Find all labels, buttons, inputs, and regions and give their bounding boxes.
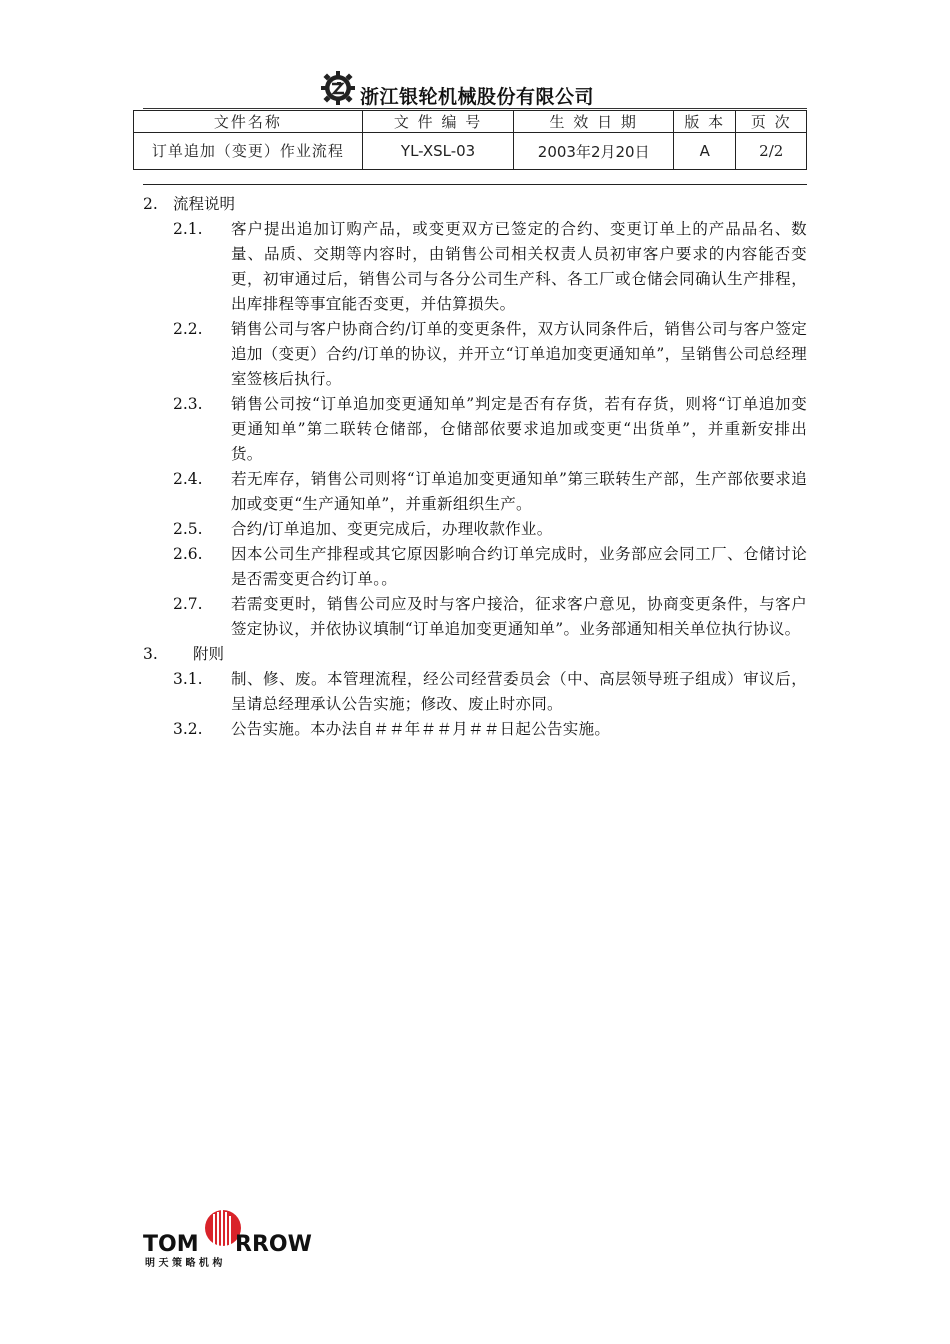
item-text: 合约/订单追加、变更完成后，办理收款作业。 [231, 520, 553, 538]
section-number: 2. [143, 195, 158, 213]
section-title: 附则 [193, 645, 225, 663]
logo-subtitle: 明 天 策 略 机 构 [145, 1258, 223, 1269]
list-item [143, 392, 807, 467]
list-item [143, 467, 807, 517]
list-item [143, 217, 807, 317]
header-cell-page: 页 次 [736, 111, 807, 133]
document-info-table [133, 110, 807, 170]
document-body [143, 192, 807, 742]
item-number: 2.2. [173, 320, 203, 338]
logo-text-left: TOM [143, 1232, 199, 1257]
header-cell-doc-name: 文件名称 [134, 111, 363, 133]
section-heading [143, 192, 807, 217]
item-number: 2.5. [173, 520, 203, 538]
logo-text-right: RROW [235, 1232, 312, 1257]
item-text: 销售公司与客户协商合约/订单的变更条件，双方认同条件后，销售公司与客户签定追加（变更）合约/订单的协议，并开立“订单追加变更通知单”，呈销售公司总经理室签核后执行。 [231, 320, 807, 388]
list-item [143, 517, 807, 542]
section-title: 流程说明 [173, 195, 236, 213]
header-cell-effective-date: 生 效 日 期 [514, 111, 674, 133]
item-text: 若需变更时，销售公司应及时与客户接洽，征求客户意见，协商变更条件，与客户签定协议，并依协议填制“订单追加变更通知单”。业务部通知相关单位执行协议。 [231, 595, 807, 638]
section-heading [143, 642, 807, 667]
value-cell-effective-date: 2003年2月20日 [514, 133, 674, 170]
item-text: 若无库存，销售公司则将“订单追加变更通知单”第三联转生产部，生产部依要求追加或变更“生产通知单”，并重新组织生产。 [231, 470, 807, 513]
item-number: 2.6. [173, 545, 203, 563]
header-cell-version: 版 本 [674, 111, 736, 133]
list-item [143, 667, 807, 717]
info-table-header-row [134, 111, 807, 133]
info-table-value-row [134, 133, 807, 170]
header-top-rule [143, 108, 807, 109]
item-text: 因本公司生产排程或其它原因影响合约订单完成时，业务部应会同工厂、仓储讨论是否需变更合约订单。。 [231, 545, 807, 588]
list-item [143, 717, 807, 742]
item-text: 公告实施。本办法自＃＃年＃＃月＃＃日起公告实施。 [231, 720, 611, 738]
item-text: 客户提出追加订购产品，或变更双方已签定的合约、变更订单上的产品品名、数量、品质、交期等内容时，由销售公司相关权责人员初审客户要求的内容能否变更，初审通过后，销售公司与各分公司生产科、各工厂或仓储会同确认生产排程， 出库排程等事宜能否变更，并估算损失。 [231, 220, 807, 313]
item-number: 2.7. [173, 595, 203, 613]
company-gear-logo-icon [320, 70, 356, 106]
header-bottom-rule [143, 184, 807, 185]
item-number: 2.4. [173, 470, 203, 488]
item-text: 销售公司按“订单追加变更通知单”判定是否有存货，若有存货，则将“订单追加变更通知单”第二联转仓储部，仓储部依要求追加或变更“出货单”，并重新安排出货。 [231, 395, 807, 463]
value-cell-doc-name: 订单追加（变更）作业流程 [134, 133, 363, 170]
item-text: 制、修、废。本管理流程，经公司经营委员会（中、高层领导班子组成）审议后，呈请总经理承认公告实施；修改、废止时亦同。 [231, 670, 807, 713]
item-number: 3.2. [173, 720, 203, 738]
company-header [320, 66, 594, 110]
section-number: 3. [143, 645, 158, 663]
item-number: 2.3. [173, 395, 203, 413]
list-item [143, 317, 807, 392]
value-cell-version: A [674, 133, 736, 170]
list-item [143, 592, 807, 642]
tomorrow-logo [143, 1208, 312, 1269]
header-cell-doc-number: 文 件 编 号 [362, 111, 514, 133]
value-cell-doc-number: YL-XSL-03 [362, 133, 514, 170]
item-number: 2.1. [173, 220, 203, 238]
value-cell-page: 2/2 [736, 133, 807, 170]
company-name: 浙江银轮机械股份有限公司 [360, 85, 595, 108]
item-number: 3.1. [173, 670, 203, 688]
list-item [143, 542, 807, 592]
